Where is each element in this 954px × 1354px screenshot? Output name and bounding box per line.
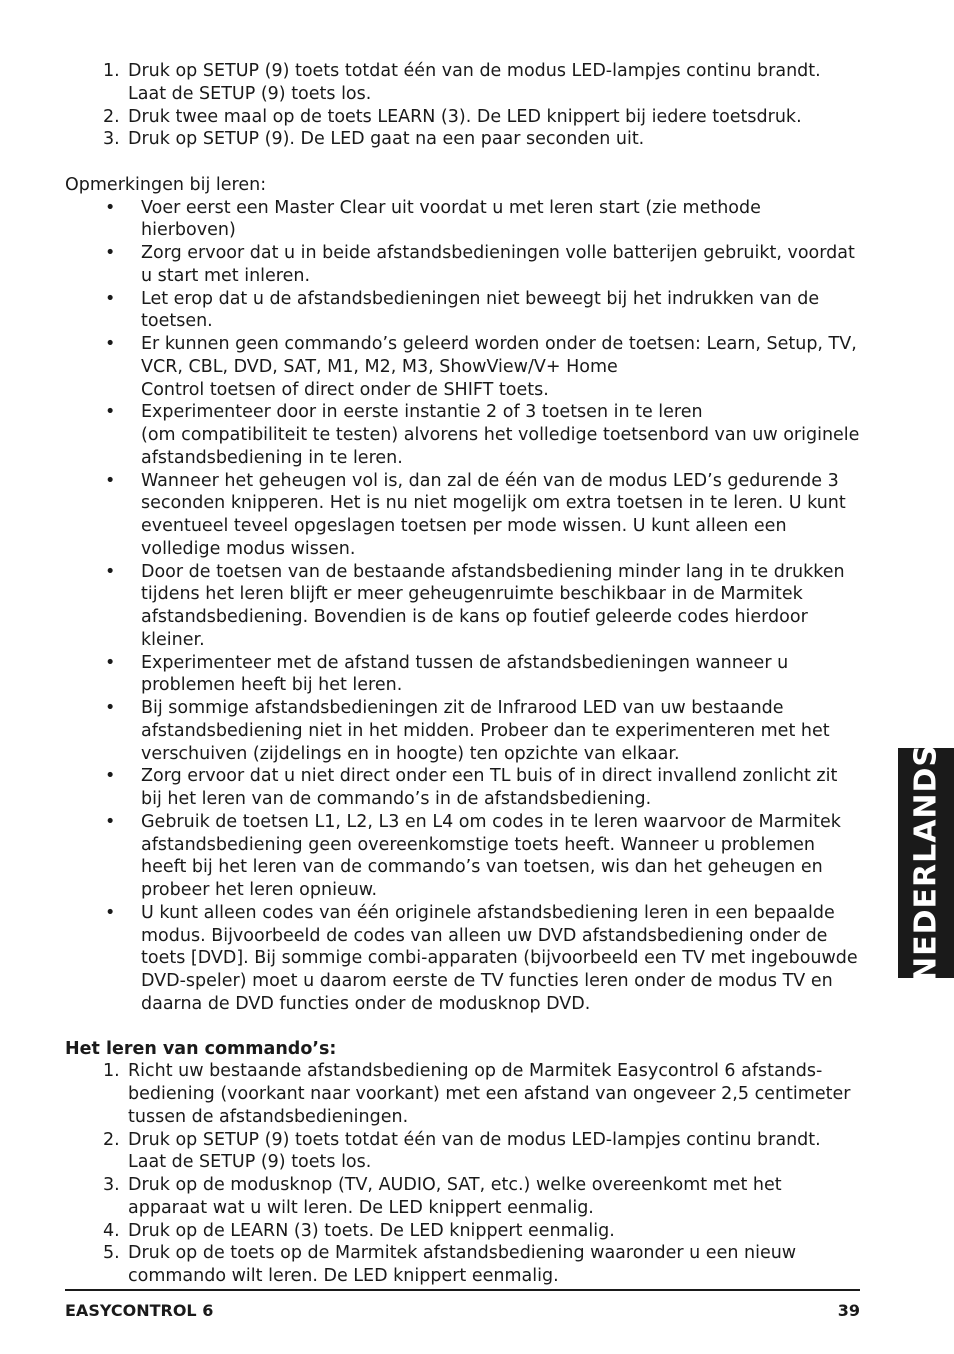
step-text: Druk twee maal op de toets LEARN (3). De LED knippert bij iedere toetsdruk. (128, 106, 802, 127)
step-text: Druk op SETUP (9) toets totdat één van de modus LED-lampjes continu brandt. Laat de SETUP (9) toets los. (128, 1129, 821, 1173)
language-tab-label: NEDERLANDS (908, 743, 944, 983)
note-item: • Bij sommige afstandsbedieningen zit de Infrarood LED van uw bestaande afstandsbediening niet in het midden. Probeer dan te experimenteren met het verschuiven (zijdelings en in hoogte) ten opzichte van elkaar. (65, 697, 860, 765)
step-text: Druk op de modusknop (TV, AUDIO, SAT, etc.) welke overeenkomt met het apparaat wat u wilt leren. De LED knippert eenmalig. (128, 1175, 782, 1218)
footer-rule (65, 1289, 860, 1291)
step-text: Druk op de toets op de Marmitek afstandsbediening waaronder u een nieuw commando wilt leren. De LED knippert eenmalig. (128, 1243, 797, 1286)
step-number: 4. (103, 1220, 120, 1241)
step-number: 2. (103, 1129, 120, 1150)
step-number: 1. (103, 1061, 120, 1082)
learn-steps (65, 1060, 860, 1288)
intro-steps (65, 60, 860, 151)
language-tab (898, 743, 954, 983)
step-text: Druk op SETUP (9). De LED gaat na een paar seconden uit. (128, 129, 645, 150)
intro-step (65, 128, 860, 151)
step-number: 5. (103, 1243, 120, 1264)
note-item: • Voer eerst een Master Clear uit voordat u met leren start (zie methode hierboven) (65, 197, 860, 243)
section-heading: Het leren van commando’s: (65, 1038, 337, 1059)
note-item: • Let erop dat u de afstandsbedieningen niet beweegt bij het indrukken van de toetsen. (65, 288, 860, 334)
step-number: 3. (103, 129, 120, 150)
note-item: • Experimenteer met de afstand tussen de afstandsbedieningen wanneer u problemen heeft bij het leren. (65, 652, 860, 698)
note-item: • Door de toetsen van de bestaande afstandsbediening minder lang in te drukken tijdens het leren blijft er meer geheugenruimte beschikbaar in de Marmitek afstandsbediening. Bovendien is de kans op foutief geleerde codes hierdoor kleiner. (65, 561, 860, 652)
learn-step (65, 1174, 860, 1220)
step-text: Richt uw bestaande afstandsbediening op de Marmitek Easycontrol 6 afstands- bediening (voorkant naar voorkant) met een afstand van ongeveer 2,5 centimeter tussen de afstandsbedieningen. (128, 1061, 851, 1127)
notes-list (65, 197, 860, 1016)
learn-step (65, 1129, 860, 1175)
note-item: • Zorg ervoor dat u niet direct onder een TL buis of in direct invallend zonlicht zit bij het leren van de commando’s in de afstandsbediening. (65, 765, 860, 811)
note-item: • Wanneer het geheugen vol is, dan zal de één van de modus LED’s gedurende 3 seconden knipperen. Het is nu niet mogelijk om extra toetsen in te leren. U kunt eventueel teveel opgeslagen toetsen per mode wissen. U kunt alleen een volledige modus wissen. (65, 470, 860, 561)
note-item: • Zorg ervoor dat u in beide afstandsbedieningen volle batterijen gebruikt, voordat u start met inleren. (65, 242, 860, 288)
step-number: 1. (103, 61, 120, 81)
note-item: • Gebruik de toetsen L1, L2, L3 en L4 om codes in te leren waarvoor de Marmitek afstandsbediening geen overeenkomstige toets heeft. Wanneer u problemen heeft bij het leren van de commando’s van toetsen, wis dan het geheugen en probeer het leren opnieuw. (65, 811, 860, 902)
step-number: 3. (103, 1175, 120, 1195)
footer-product: EASYCONTROL 6 (65, 1301, 214, 1320)
note-item: • U kunt alleen codes van één originele afstandsbediening leren in een bepaalde modus. Bijvoorbeeld de codes van alleen uw DVD afstandsbediening onder de toets [DVD]. Bij sommige combi-apparaten (bijvoorbeeld een TV met ingebouwde DVD-speler) moet u daarom eerste de TV functies leren onder de modus TV en daarna de DVD functies onder de modusknop DVD. (65, 902, 860, 1016)
intro-step (65, 106, 860, 129)
step-text: Druk op de LEARN (3) toets. De LED knippert eenmalig. (128, 1220, 615, 1241)
step-number: 2. (103, 106, 120, 127)
note-item: • Experimenteer door in eerste instantie 2 of 3 toetsen in te leren (om compatibiliteit te testen) alvorens het volledige toetsenbord van uw originele afstandsbediening in te leren. (65, 401, 860, 469)
learn-step (65, 1242, 860, 1288)
learn-step (65, 1060, 860, 1128)
notes-title: Opmerkingen bij leren: (65, 174, 267, 195)
step-text: Druk op SETUP (9) toets totdat één van de modus LED-lampjes continu brandt. Laat de SETUP (9) toets los. (128, 61, 821, 104)
learn-step (65, 1220, 860, 1243)
footer-page-number: 39 (837, 1301, 860, 1320)
note-item: • Er kunnen geen commando’s geleerd worden onder de toetsen: Learn, Setup, TV, VCR, CBL, DVD, SAT, M1, M2, M3, ShowView/V+ Home Control toetsen of direct onder de SHIFT toets. (65, 333, 860, 401)
intro-step (65, 60, 860, 106)
page-content (65, 60, 860, 1288)
